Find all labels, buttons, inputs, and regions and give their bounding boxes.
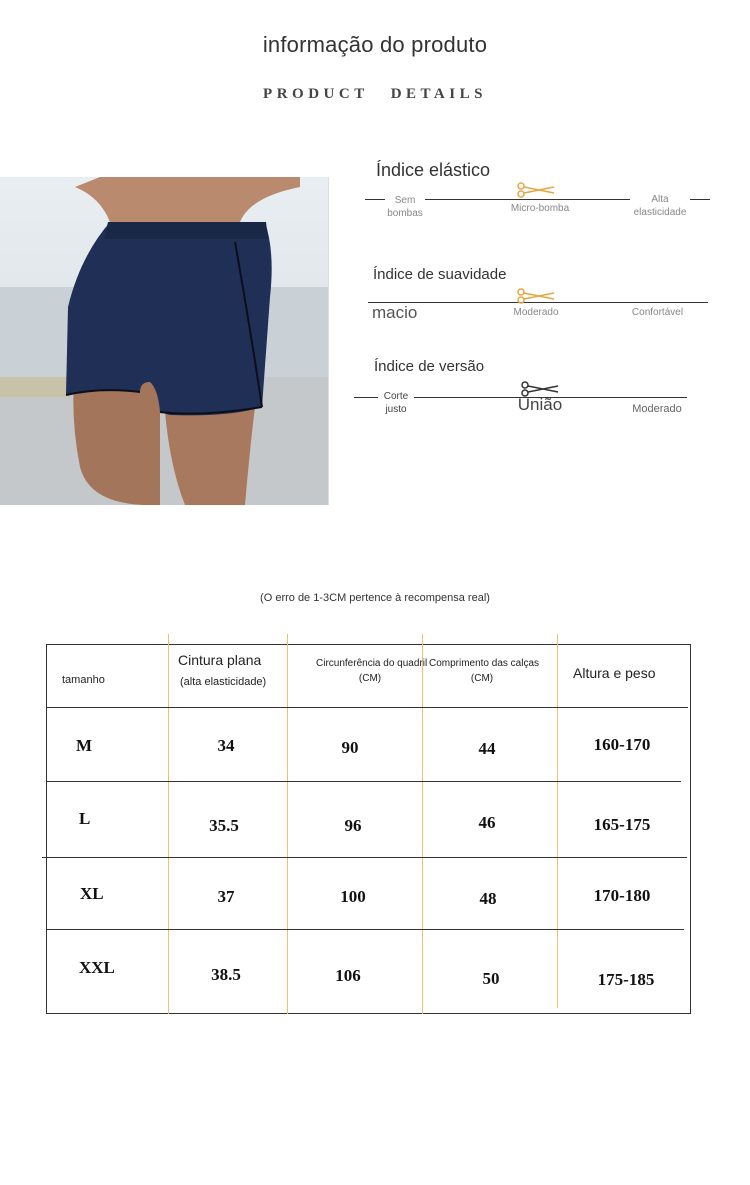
softness-mid-label: Moderado (513, 307, 559, 318)
scissors-icon (516, 182, 556, 203)
measurement-note: (O erro de 1-3CM pertence à recompensa real) (260, 592, 490, 604)
cell-length: 44 (478, 739, 496, 758)
header-size: tamanho (62, 674, 105, 686)
column-divider (557, 634, 558, 1008)
row-divider (46, 707, 688, 708)
version-low-label: Corte justo (378, 390, 414, 416)
row-divider (46, 781, 681, 782)
cell-waist: 38.5 (211, 965, 241, 984)
version-index-title: Índice de versão (374, 358, 485, 375)
cell-hip: 106 (335, 966, 361, 985)
page-title: informação do produto (262, 32, 488, 57)
header-hip: Circunferência do quadril (316, 658, 428, 669)
shorts-illustration (0, 177, 328, 505)
softness-low-label: macio (372, 306, 422, 319)
softness-index-title: Índice de suavidade (373, 266, 507, 283)
cell-length: 48 (479, 889, 497, 908)
row-divider (46, 929, 684, 930)
elastic-index-title: Índice elástico (376, 160, 491, 180)
elastic-low-label: Sem bombas (385, 194, 425, 220)
cell-waist: 37 (217, 887, 235, 906)
product-photo (0, 177, 329, 505)
column-divider (168, 634, 169, 1014)
cell-waist: 35.5 (209, 816, 239, 835)
cell-size: M (76, 736, 93, 755)
cell-height-weight: 170-180 (593, 886, 651, 905)
elastic-high-label: Alta elasticidade (630, 193, 690, 219)
cell-hip: 96 (344, 816, 362, 835)
cell-length: 46 (478, 813, 496, 832)
version-high-label: Moderado (632, 403, 682, 415)
version-mid-label: União (510, 398, 570, 411)
cell-height-weight: 165-175 (593, 815, 651, 834)
header-length-unit: (CM) (470, 673, 494, 684)
cell-size: XXL (79, 958, 115, 977)
header-waist-sub: (alta elasticidade) (180, 676, 267, 688)
row-divider (42, 857, 687, 858)
header-length: Comprimento das calças (428, 658, 540, 669)
elastic-mid-label: Micro-bomba (510, 203, 570, 214)
column-divider (287, 634, 288, 1014)
header-waist: Cintura plana (178, 652, 262, 668)
scissors-icon (516, 288, 556, 309)
cell-hip: 90 (341, 738, 359, 757)
cell-length: 50 (482, 969, 500, 988)
cell-height-weight: 160-170 (593, 735, 651, 754)
cell-size: XL (80, 884, 104, 903)
cell-height-weight: 175-185 (597, 970, 655, 989)
cell-hip: 100 (340, 887, 366, 906)
scissors-icon (520, 381, 560, 402)
softness-high-label: Confortável (631, 307, 684, 318)
header-height-weight: Altura e peso (573, 665, 656, 681)
column-divider (422, 634, 423, 1014)
page-subtitle: PRODUCT DETAILS (263, 86, 487, 102)
header-hip-unit: (CM) (358, 673, 382, 684)
cell-waist: 34 (217, 736, 235, 755)
cell-size: L (79, 809, 91, 828)
